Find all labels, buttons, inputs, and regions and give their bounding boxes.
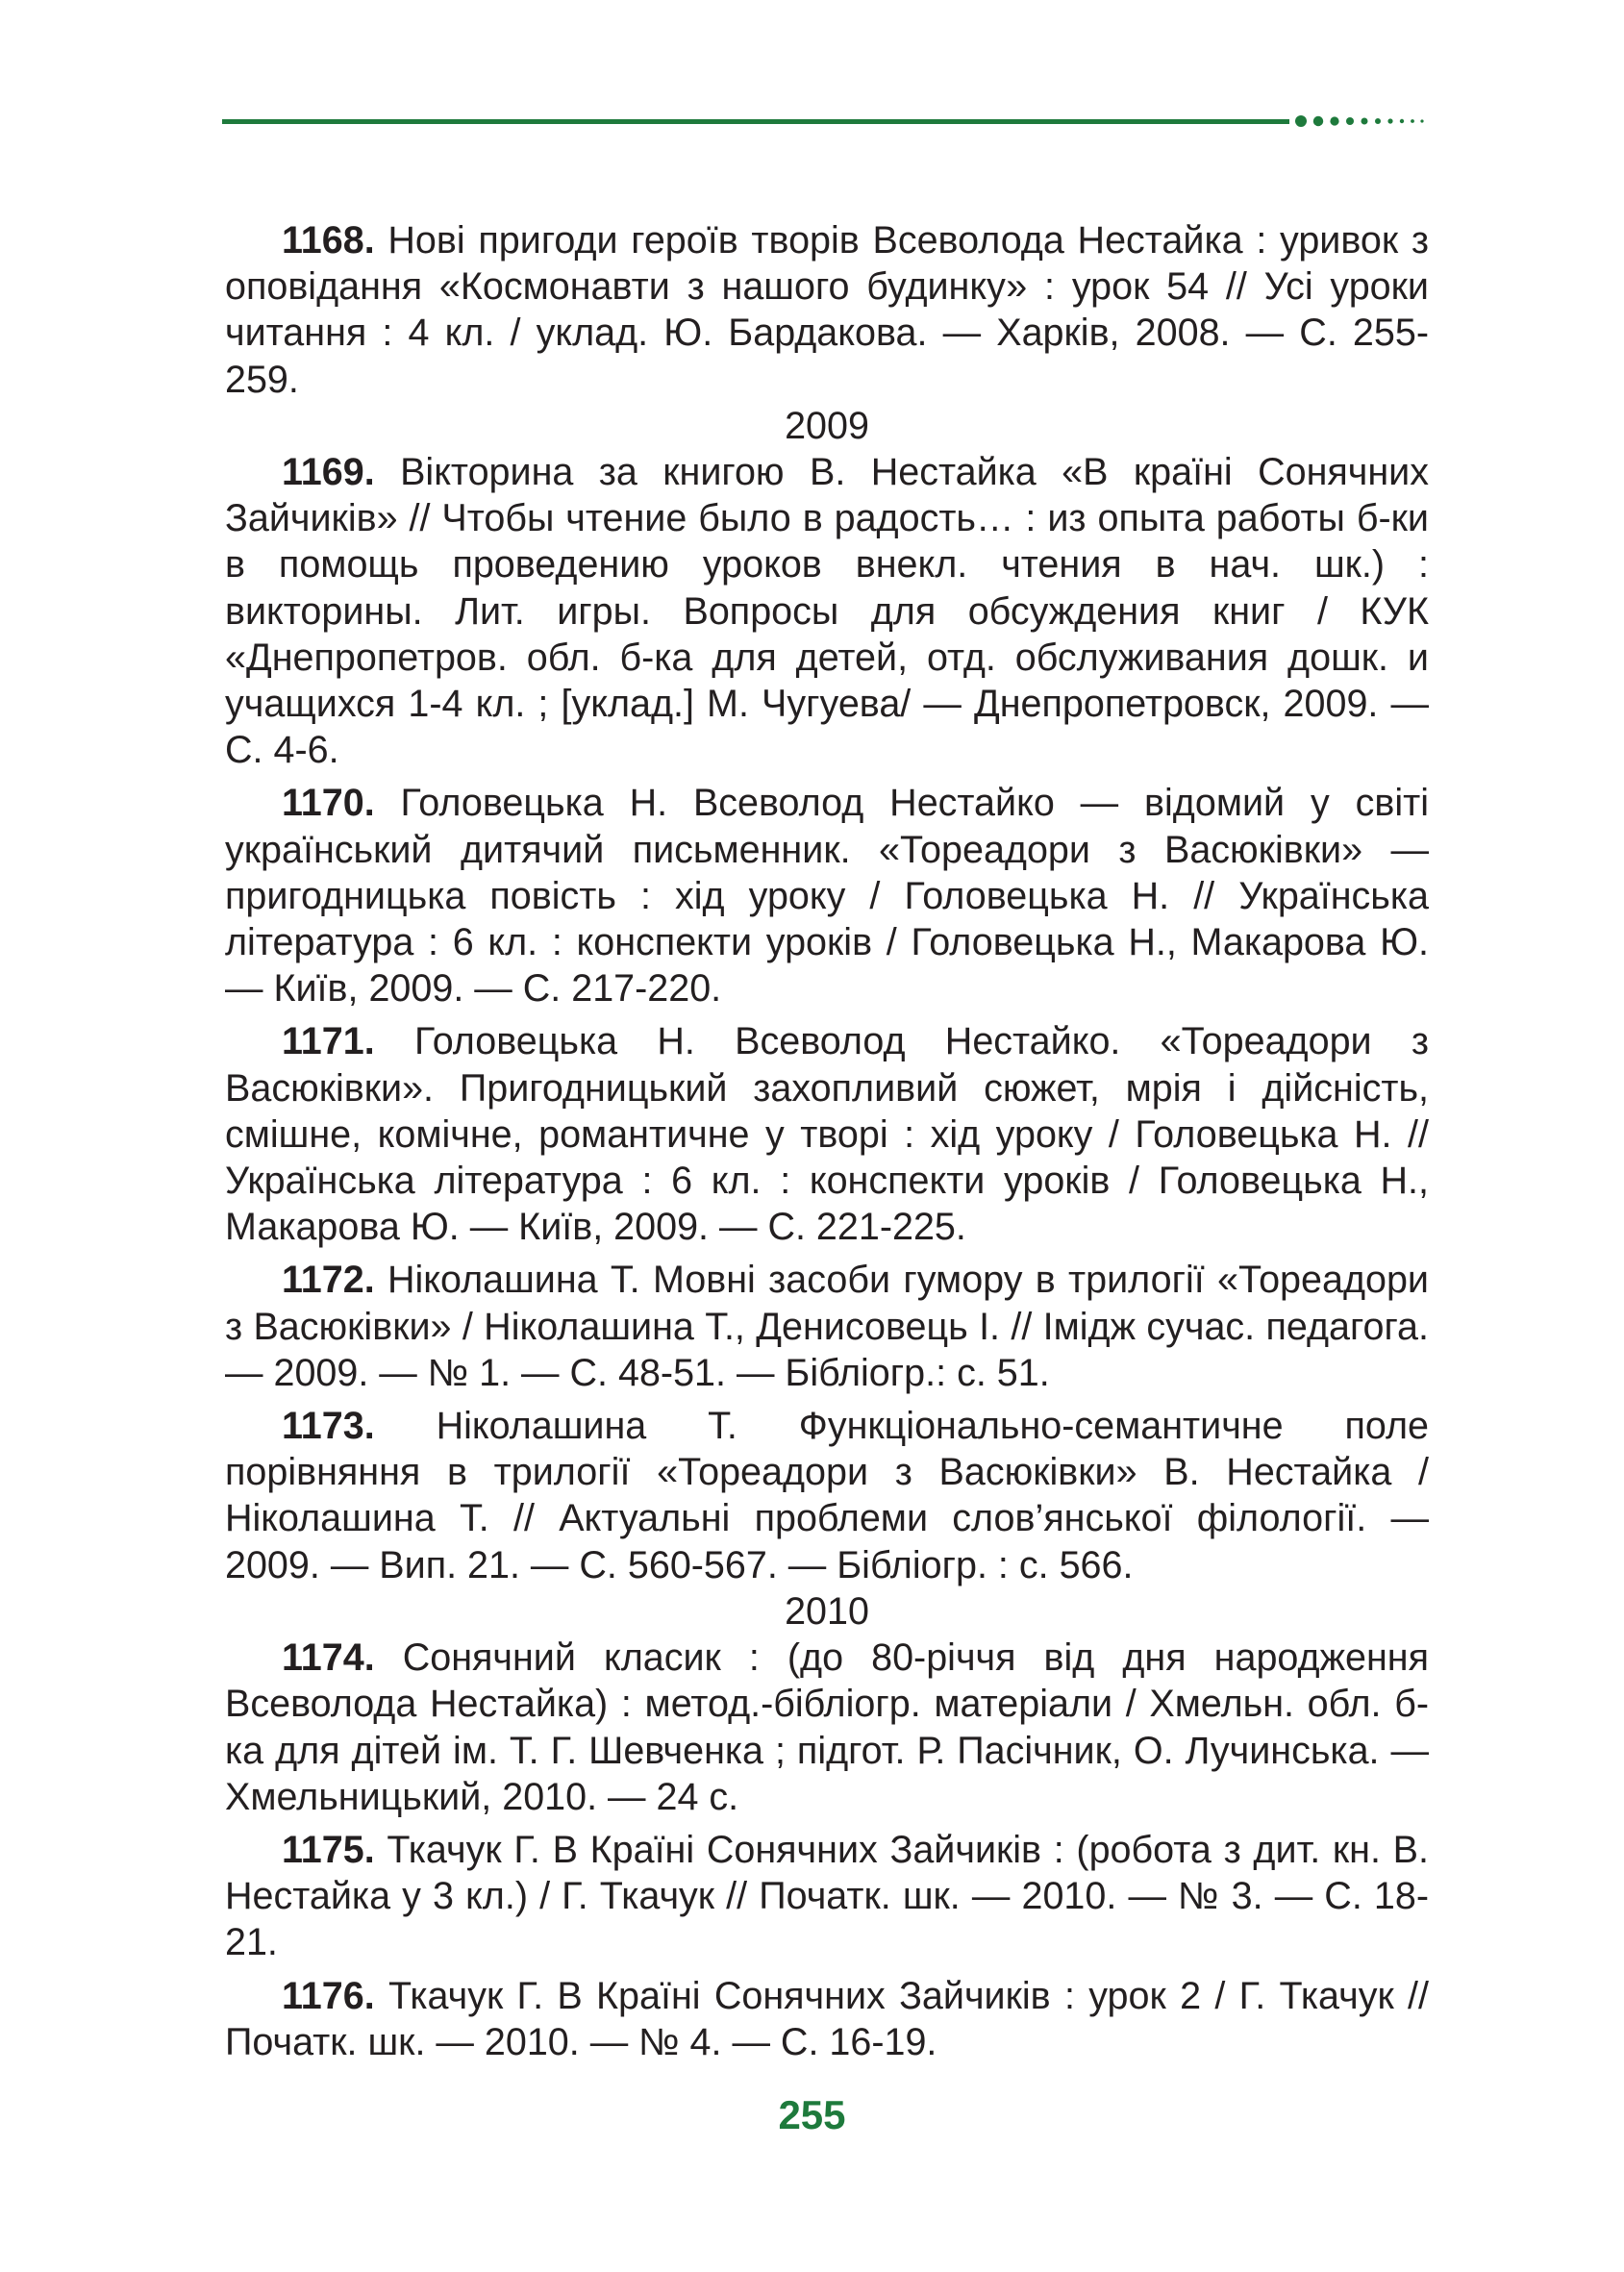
entry-number: 1172. xyxy=(282,1259,375,1302)
bibliography-entry xyxy=(225,217,1429,403)
entry-text: Ніколашина Т. Мовні засоби гумору в трилогії «Тореадори з Васюківки» / Ніколашина Т., Денисовець І. // Імідж сучас. педагога. — 2009. — № 1. — С. 48-51. — Бібліогр.: с. 51. xyxy=(225,1259,1429,1394)
entry-number: 1173. xyxy=(282,1405,375,1448)
bibliography-entry xyxy=(225,1018,1429,1250)
entry-text: Вікторина за книгою В. Нестайка «В країні Сонячних Зайчиків» // Чтобы чтение было в радость… : из опыта работы б-ки в помощь проведению уроков внекл. чтения в нач. шк.) : викторины. Лит. игры. Вопросы для обсуждения книг / КУК «Днепропетров. обл. б-ка для детей, отд. обслуживания дошк. и учащихся 1-4 кл. ; [уклад.] М. Чугуева/ — Днепропетровск, 2009. — С. 4-6. xyxy=(225,451,1429,772)
entry-text: Сонячний класик : (до 80-річчя від дня народження Всеволода Нестайка) : метод.-бібліогр. матеріали / Хмельн. обл. б-ка для дітей ім. Т. Г. Шевченка ; підгот. Р. Пасічник, О. Лучинська. — Хмельницький, 2010. — 24 с. xyxy=(225,1636,1429,1818)
entry-text: Ткачук Г. В Країні Сонячних Зайчиків : урок 2 / Г. Ткачук // Початк. шк. — 2010. — № 4. — С. 16-19. xyxy=(225,1974,1429,2063)
entry-number: 1171. xyxy=(282,1020,375,1063)
entry-number: 1176. xyxy=(282,1974,375,2017)
year-heading: 2010 xyxy=(785,1589,869,1633)
header-rule xyxy=(222,119,1289,124)
bibliography-entry xyxy=(225,1403,1429,1588)
entry-number: 1175. xyxy=(282,1828,375,1871)
entry-text: Головецька Н. Всеволод Нестайко. «Тореадори з Васюківки». Пригодницький захопливий сюжет, мрія і дійсність, смішне, комічне, романтичне у творі : хід уроку / Головецька Н. // Українська література : 6 кл. : конспекти уроків / Головецька Н., Макарова Ю. — Київ, 2009. — С. 221-225. xyxy=(225,1020,1429,1249)
entry-number: 1168. xyxy=(282,219,375,262)
entry-text: Ніколашина Т. Функціонально-семантичне поле порівняння в трилогії «Тореадори з Васюківки» В. Нестайка / Ніколашина Т. // Актуальні проблеми слов’янської філології. — 2009. — Вип. 21. — С. 560-567. — Бібліогр. : с. 566. xyxy=(225,1405,1429,1586)
bibliography-entry xyxy=(225,1973,1429,2065)
entry-number: 1169. xyxy=(282,451,375,494)
bibliography-list xyxy=(225,217,1429,2065)
entry-text: Нові пригоди героїв творів Всеволода Нестайка : уривок з оповідання «Космонавти з нашого будинку» : урок 54 // Усі уроки читання : 4 кл. / уклад. Ю. Бардакова. — Харків, 2008. — С. 255-259. xyxy=(225,219,1429,401)
page-number: 255 xyxy=(778,2092,846,2137)
year-heading: 2009 xyxy=(785,404,869,447)
entry-text: Головецька Н. Всеволод Нестайко — відомий у світі український дитячий письменник. «Тореадори з Васюківки» — пригодницька повість : хід уроку / Головецька Н. // Українська література : 6 кл. : конспекти уроків / Головецька Н., Макарова Ю. — Київ, 2009. — С. 217-220. xyxy=(225,782,1429,1011)
bibliography-entry xyxy=(225,1635,1429,1820)
entry-number: 1174. xyxy=(282,1636,375,1680)
entry-number: 1170. xyxy=(282,782,375,825)
bibliography-entry xyxy=(225,780,1429,1011)
entry-text: Ткачук Г. В Країні Сонячних Зайчиків : (робота з дит. кн. В. Нестайка у 3 кл.) / Г. Ткачук // Початк. шк. — 2010. — № 3. — С. 18-21. xyxy=(225,1828,1429,1964)
header-dots-decoration xyxy=(1293,113,1428,129)
bibliography-entry xyxy=(225,449,1429,773)
bibliography-entry xyxy=(225,1257,1429,1396)
bibliography-entry xyxy=(225,1827,1429,1966)
